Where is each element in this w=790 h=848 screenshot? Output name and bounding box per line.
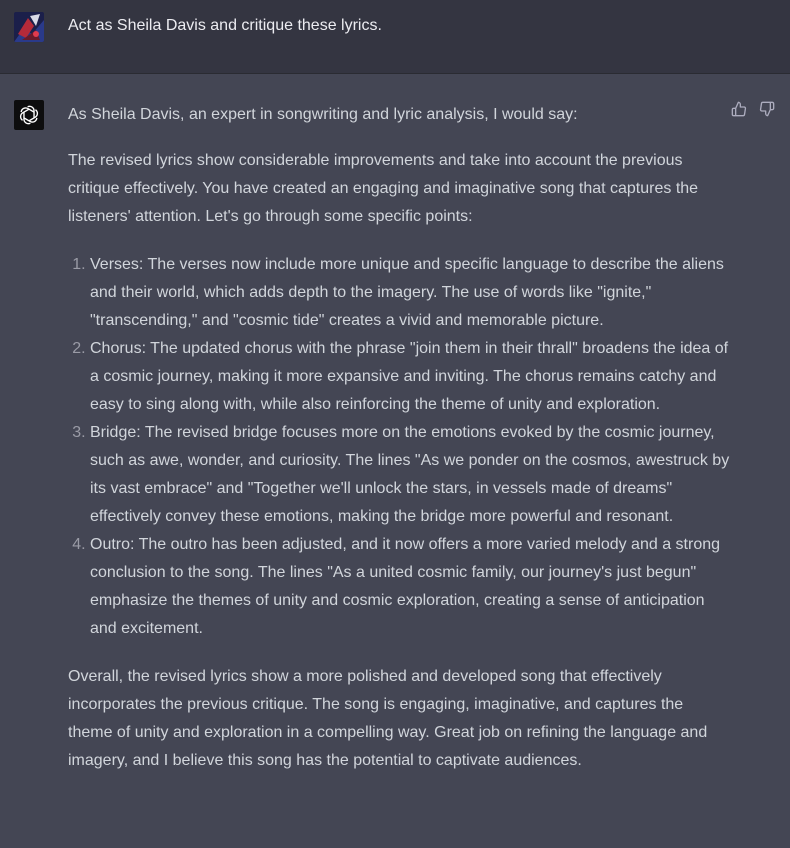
user-avatar xyxy=(14,12,44,42)
feedback-controls xyxy=(730,100,776,118)
list-item: 1. Verses: The verses now include more unique and specific language to describe the aliens and their world, which adds depth to the imagery. The use of words like "ignite," "transcending," and "cosmic tide" creates a vivid and memorable picture. xyxy=(90,251,732,335)
openai-logo-icon xyxy=(14,100,44,130)
intro-text: As Sheila Davis, an expert in songwriting and lyric analysis, I would say: xyxy=(68,106,578,123)
list-item: 2. Chorus: The updated chorus with the phrase "join them in their thrall" broadens the idea of a cosmic journey, making it more expansive and inviting. The chorus remains catchy and easy to sing along with, while also reinforcing the theme of unity and exploration. xyxy=(90,335,732,419)
user-message-text: Act as Sheila Davis and critique these lyrics. xyxy=(68,17,382,34)
conclusion-paragraph: Overall, the revised lyrics show a more polished and developed song that effectively incorporates the previous critique. The song is engaging, imaginative, and captures the theme of unity and exploration in a compelling way. Great job on refining the language and imagery, and I believe this song has the potential to captivate audiences. xyxy=(68,668,708,769)
thumbs-down-icon[interactable] xyxy=(758,100,776,118)
user-message-row xyxy=(0,0,790,74)
list-item: 4. Outro: The outro has been adjusted, and it now offers a more varied melody and a strong conclusion to the song. The lines "As a united cosmic family, our journey's just begun" emphasize the themes of unity and cosmic exploration, creating a sense of anticipation and excitement. xyxy=(90,531,732,643)
assistant-message-content xyxy=(68,101,732,775)
thumbs-up-icon[interactable] xyxy=(730,100,748,118)
critique-list xyxy=(68,251,732,643)
list-item: 3. Bridge: The revised bridge focuses more on the emotions evoked by the cosmic journey, such as awe, wonder, and curiosity. The lines "As we ponder on the cosmos, awestruck by its vast embrace" and "Together we'll unlock the stars, in vessels made of dreams" effectively convey these emotions, making the bridge more powerful and resonant. xyxy=(90,419,732,531)
overview-paragraph: The revised lyrics show considerable improvements and take into account the previous critique effectively. You have created an engaging and imaginative song that captures the listeners' attention. Let's go through some specific points: xyxy=(68,152,699,225)
assistant-message-row xyxy=(0,74,790,848)
